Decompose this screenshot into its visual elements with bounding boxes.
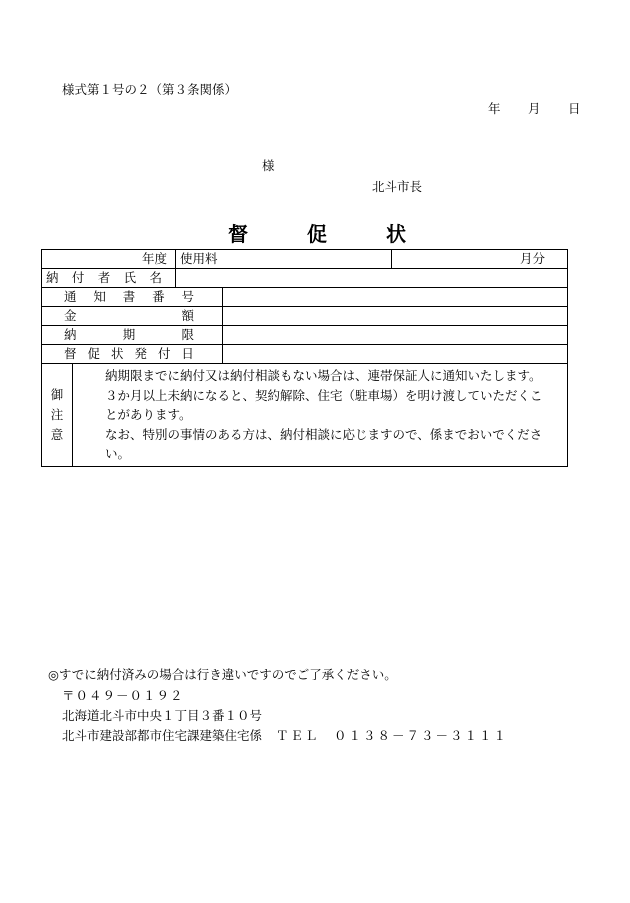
notice-paragraph: ３か月以上未納になると、契約解除、住宅（駐車場）を明け渡していただくことがあります。: [105, 387, 543, 422]
due-date-label: 納 期 限: [42, 326, 223, 345]
title-char: 督: [228, 222, 248, 246]
issue-date-label: 督 促 状 発 付 日: [42, 345, 223, 364]
fiscal-year-label: 年度: [42, 250, 176, 269]
notice-paragraph: 納期限までに納付又は納付相談もない場合は、連帯保証人に通知いたします。: [105, 368, 542, 383]
notice-label-char: 注: [50, 406, 64, 422]
postal-code: 〒０４９－０１９２: [62, 688, 184, 703]
date-month-label: 月: [528, 101, 541, 116]
amount-value: [223, 307, 568, 326]
notice-number-label: 通 知 書 番 号: [42, 288, 223, 307]
department: 北斗市建設部都市住宅課建築住宅係: [62, 728, 263, 743]
table-row: [42, 345, 568, 364]
table-row: [42, 269, 568, 288]
payer-name-label: 納 付 者 氏 名: [42, 269, 176, 288]
table-row: [42, 364, 568, 467]
due-date-value: [223, 326, 568, 345]
notice-label: [42, 364, 73, 467]
document-title: [228, 218, 406, 247]
table-row: [42, 307, 568, 326]
address: 北海道北斗市中央１丁目３番１０号: [62, 708, 263, 723]
issuer: 北斗市長: [372, 179, 423, 194]
notice-number-value: [223, 288, 568, 307]
table-row: [42, 326, 568, 345]
department-contact: [62, 726, 508, 744]
table-row: [42, 288, 568, 307]
title-char: 状: [386, 222, 406, 246]
footer-note: ◎すでに納付済みの場合は行き違いですのでご了承ください。: [48, 667, 397, 682]
title-char: 促: [307, 222, 327, 246]
issue-date-value: [223, 345, 568, 364]
reminder-table: [41, 249, 568, 467]
amount-label: 金 額: [42, 307, 223, 326]
month-portion-label: 月分: [392, 250, 568, 269]
form-number: 様式第１号の２（第３条関係）: [62, 82, 238, 97]
telephone: ＴＥＬ ０１３８－７３－３１１１: [276, 728, 509, 743]
date-year-label: 年: [488, 101, 501, 116]
notice-label-char: 意: [50, 426, 64, 442]
payer-name-value: [176, 269, 568, 288]
recipient-suffix: 様: [262, 158, 275, 173]
notice-paragraph: なお、特別の事情のある方は、納付相談に応じますので、係までおいでください。: [105, 426, 543, 461]
notice-label-char: 御: [50, 386, 64, 402]
notice-body: [73, 364, 568, 467]
date-day-label: 日: [568, 101, 581, 116]
table-row: [42, 250, 568, 269]
usage-fee-label: 使用料: [176, 250, 392, 269]
